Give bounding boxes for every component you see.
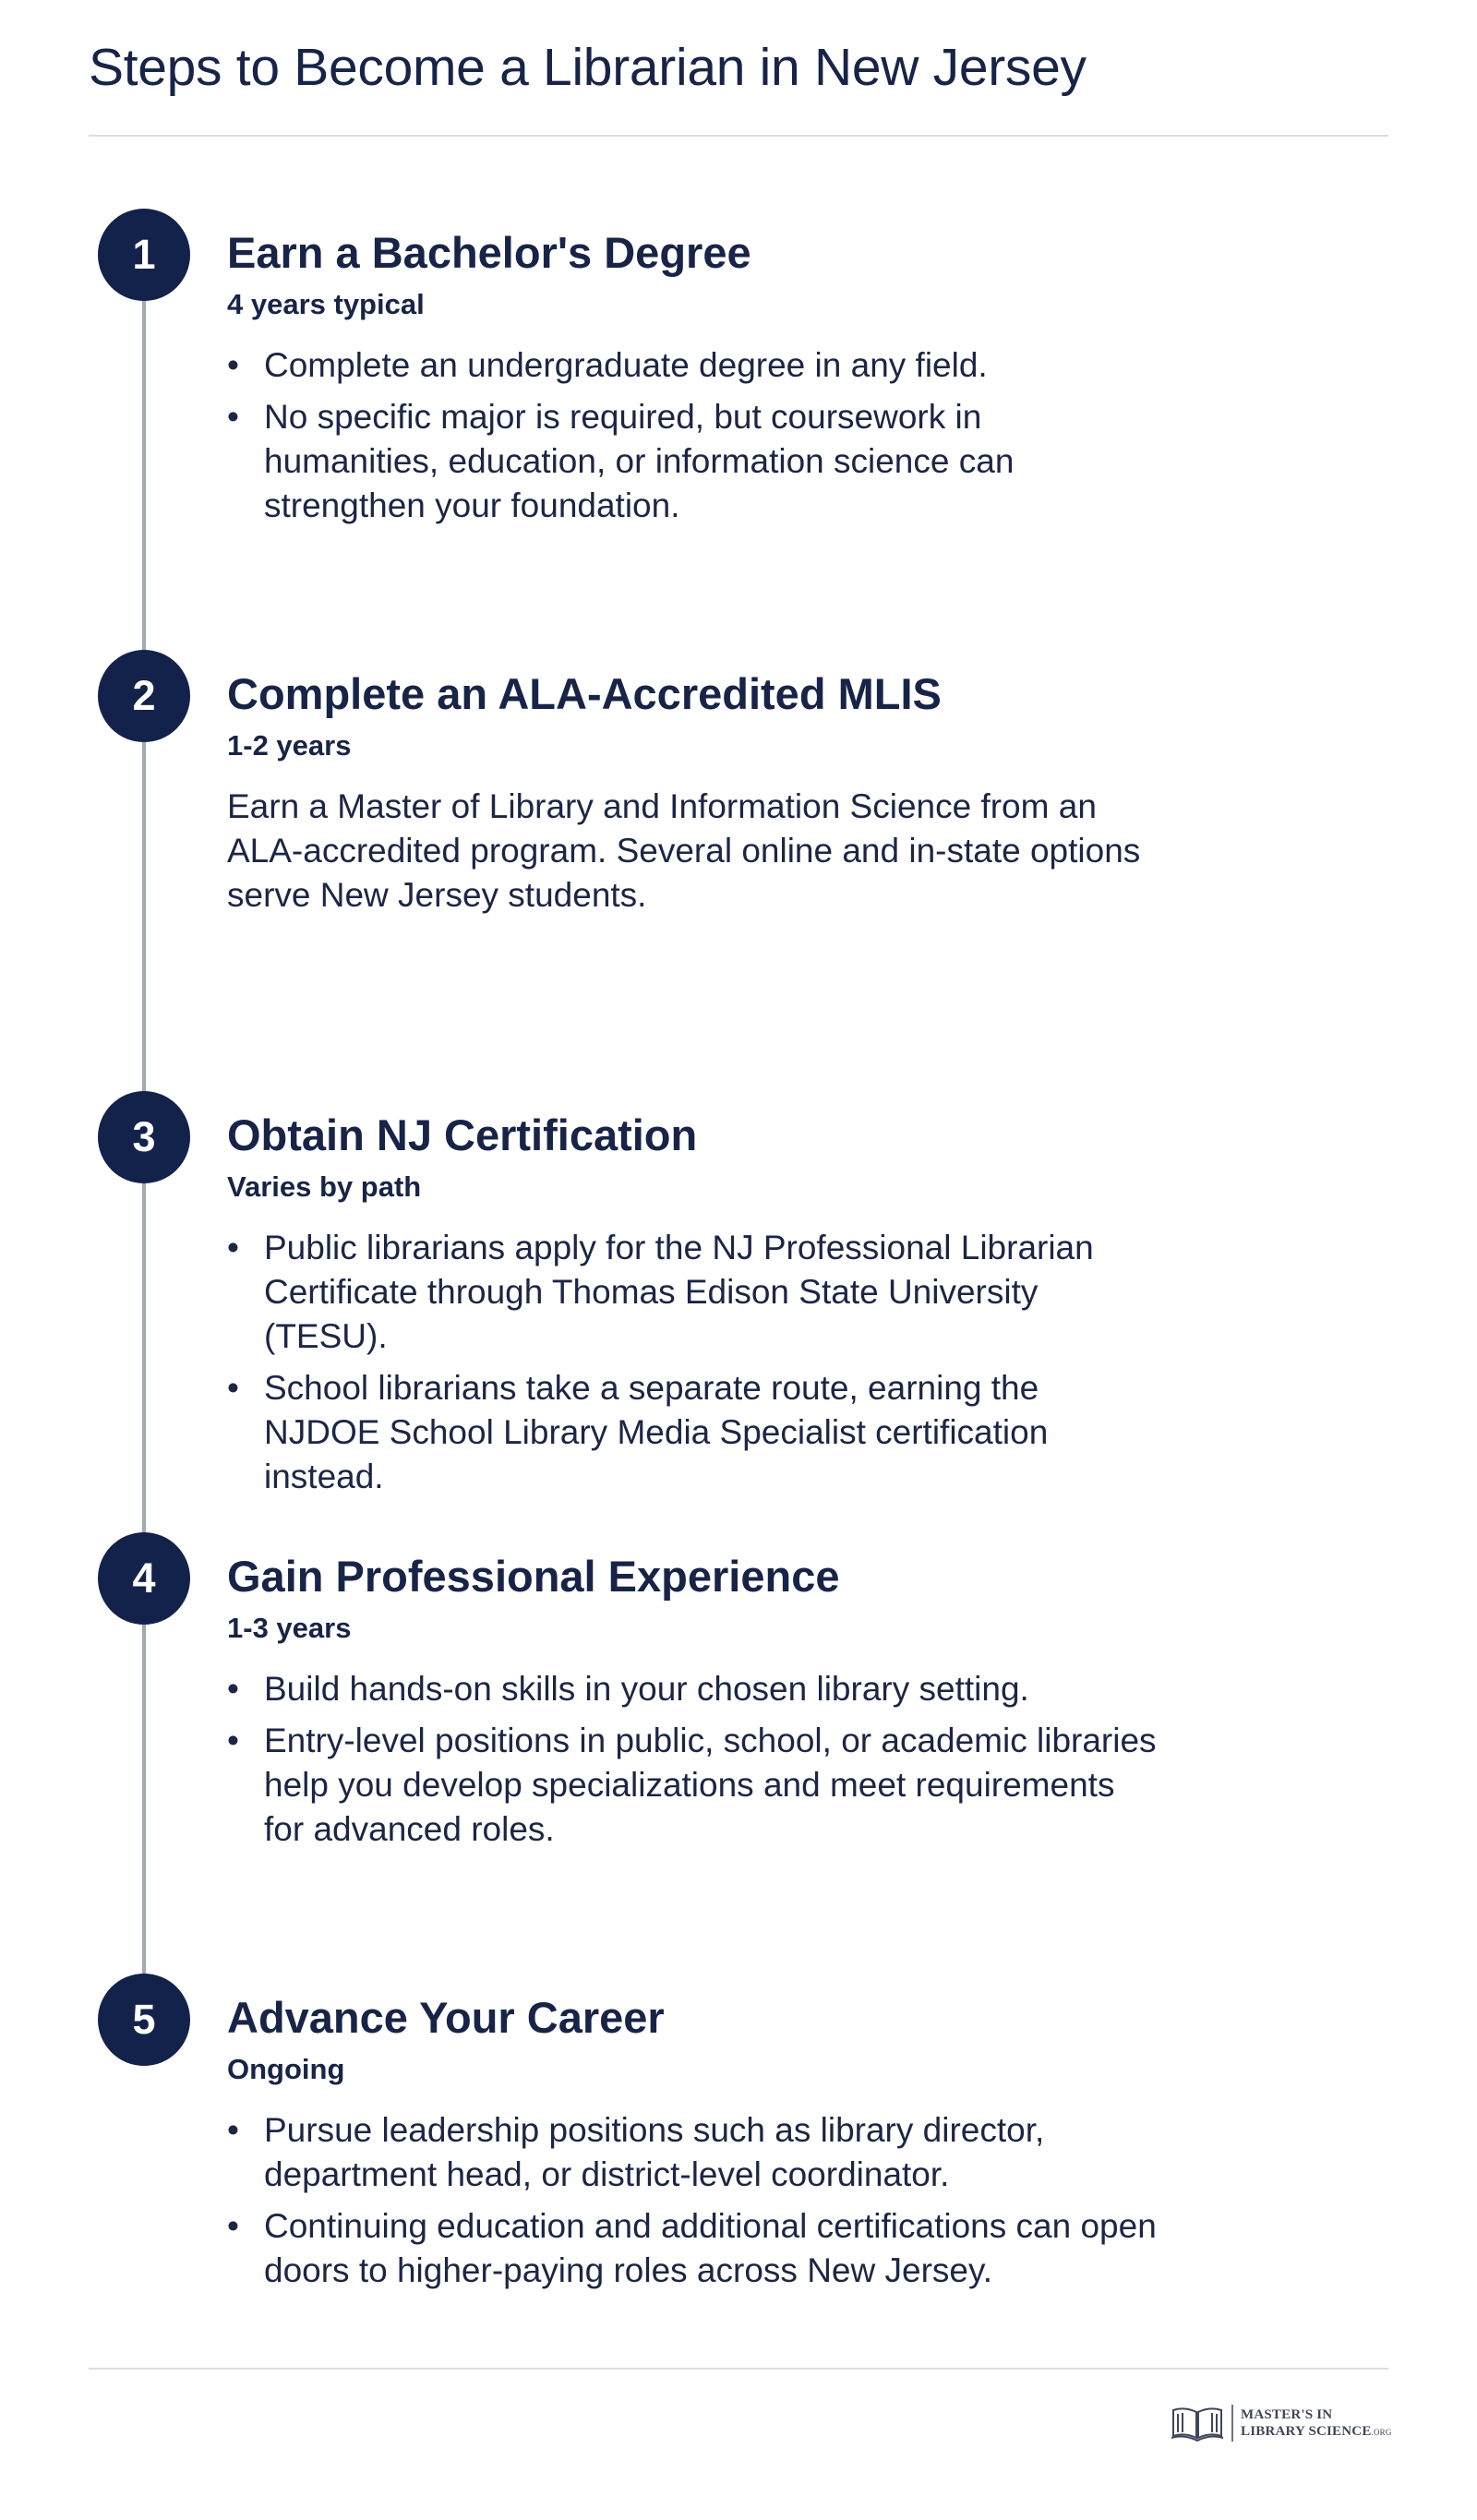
step-duration: Varies by path <box>227 1170 422 1203</box>
step-number-badge: 1 <box>98 209 190 301</box>
list-item <box>227 1366 1159 1499</box>
list-item <box>227 2204 1159 2293</box>
step-duration: 1-2 years <box>227 729 352 762</box>
step-content <box>227 1091 1196 1506</box>
step-number-badge: 3 <box>98 1091 190 1183</box>
list-item-text: Complete an undergraduate degree in any field. <box>264 346 988 384</box>
logo-divider <box>1231 2405 1233 2442</box>
list-item <box>227 343 1159 388</box>
list-item <box>227 1667 1159 1711</box>
step-title: Advance Your Career <box>227 1993 665 2042</box>
bullet-icon: • <box>227 2207 239 2245</box>
bullet-icon: • <box>227 1229 239 1266</box>
bullet-icon: • <box>227 346 239 384</box>
header-divider <box>89 135 1388 137</box>
step-title: Earn a Bachelor's Degree <box>227 228 751 277</box>
step-content <box>227 1974 1196 2300</box>
step-number-badge: 5 <box>98 1974 190 2066</box>
step-number-badge: 2 <box>98 650 190 742</box>
step-bullet-list <box>227 2108 1196 2293</box>
step-duration: 1-3 years <box>227 1612 352 1644</box>
list-item <box>227 1226 1159 1359</box>
list-item-text: No specific major is required, but coursework in humanities, education, or information science can strengthen your foundation. <box>264 398 1015 524</box>
step-duration: 4 years typical <box>227 288 425 320</box>
step-number-badge: 4 <box>98 1532 190 1625</box>
step-title: Complete an ALA-Accredited MLIS <box>227 669 942 718</box>
list-item <box>227 395 1159 528</box>
bullet-icon: • <box>227 1670 239 1708</box>
list-item-text: Public librarians apply for the NJ Professional Librarian Certificate through Thomas Edison State University (TESU). <box>264 1229 1094 1355</box>
step-bullet-list <box>227 1226 1196 1499</box>
logo-line-1: MASTER'S IN <box>1241 2406 1333 2422</box>
step-duration: Ongoing <box>227 2053 345 2085</box>
list-item-text: Continuing education and additional certifications can open doors to higher-paying roles across New Jersey. <box>264 2207 1157 2289</box>
list-item <box>227 2108 1159 2197</box>
bullet-icon: • <box>227 398 239 436</box>
logo-wordmark <box>1241 2406 1392 2441</box>
page-title: Steps to Become a Librarian in New Jersey <box>89 38 1087 97</box>
logo-suffix: .ORG <box>1371 2427 1392 2437</box>
list-item-text: School librarians take a separate route, earning the NJDOE School Library Media Specialist certification instead. <box>264 1369 1049 1495</box>
list-item <box>227 1719 1159 1852</box>
list-item-text: Pursue leadership positions such as library director, department head, or district-level coordinator. <box>264 2111 1045 2193</box>
list-item-text: Build hands-on skills in your chosen library setting. <box>264 1670 1029 1708</box>
step-bullet-list <box>227 1667 1196 1852</box>
step-title: Gain Professional Experience <box>227 1552 840 1601</box>
open-book-icon <box>1171 2405 1224 2442</box>
list-item-text: Entry-level positions in public, school, or academic libraries help you develop specializations and meet requirements for advanced roles. <box>264 1722 1157 1848</box>
bullet-icon: • <box>227 2111 239 2149</box>
bullet-icon: • <box>227 1369 239 1407</box>
step-title: Obtain NJ Certification <box>227 1110 698 1159</box>
logo-line-2: LIBRARY SCIENCE.ORG <box>1241 2423 1392 2439</box>
bullet-icon: • <box>227 1722 239 1759</box>
footer-divider <box>89 2368 1388 2370</box>
site-logo <box>1171 2400 1392 2446</box>
step-content <box>227 1532 1196 1859</box>
step-content <box>227 209 1196 535</box>
step-description: Earn a Master of Library and Information Science from an ALA-accredited program. Several online and in-state options serve New Jersey students. <box>227 787 1141 914</box>
step-bullet-list <box>227 343 1196 528</box>
step-content <box>227 650 1196 918</box>
